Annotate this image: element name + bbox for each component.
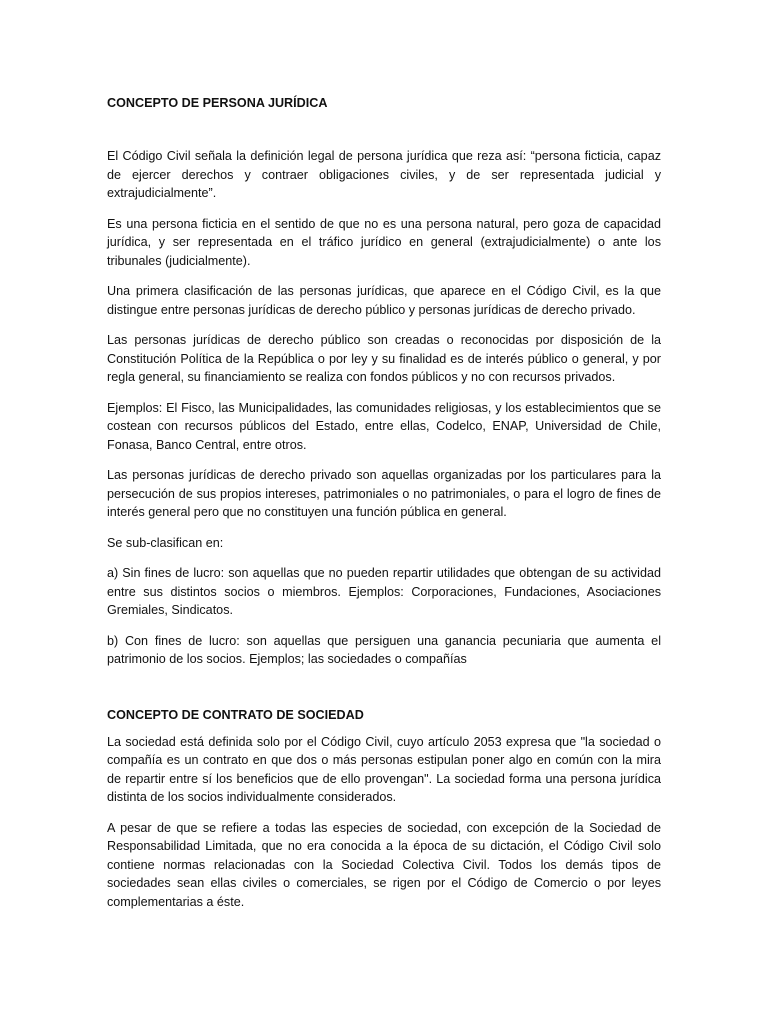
- subclass-item-con-fines-de-lucro: b) Con fines de lucro: son aquellas que persiguen una ganancia pecuniaria que aumenta el patrimonio de los socios. Ejemplos; las sociedades o compañías: [107, 633, 661, 666]
- paragraph-definicion-legal: El Código Civil señala la definición legal de persona jurídica que reza así: “persona ficticia, capaz de ejercer derechos y contraer obligaciones civiles, y de ser representada judicial y extrajudicialmente”.: [107, 149, 661, 200]
- paragraph-primera-clasificacion: Una primera clasificación de las personas jurídicas, que aparece en el Código Civil, es la que distingue entre personas jurídicas de derecho público y personas jurídicas de derecho privado.: [107, 284, 661, 317]
- paragraph-derecho-privado: Las personas jurídicas de derecho privado son aquellas organizadas por los particulares para la persecución de sus propios intereses, patrimoniales o no patrimoniales, o para el logro de fines de interés general pero que no constituyen una función pública en general.: [107, 468, 661, 519]
- section-title-persona-juridica: CONCEPTO DE PERSONA JURÍDICA: [107, 96, 328, 110]
- paragraph-persona-ficticia: Es una persona ficticia en el sentido de que no es una persona natural, pero goza de capacidad jurídica, y ser representada en el tráfico jurídico en general (extrajudicialmente) o ante los tribunales (judicialmente).: [107, 216, 661, 268]
- subclass-label: Se sub-clasifican en:: [107, 535, 224, 550]
- paragraph-sociedad-definicion: La sociedad está definida solo por el Código Civil, cuyo artículo 2053 expresa que "la sociedad o compañía es un contrato en que dos o más personas estipulan poner algo en común con la mira de repartir entre sí los beneficios que de ello provengan". La sociedad forma una persona jurídica distinta de los socios individualmente considerados.: [107, 734, 661, 804]
- paragraph-ejemplos-publico: Ejemplos: El Fisco, las Municipalidades, las comunidades religiosas, y los establecimientos que se costean con recursos públicos del Estado, entre ellas, Codelco, ENAP, Universidad de Chile, Fonasa, Banco Central, entre otros.: [107, 400, 661, 452]
- paragraph-sociedad-normas: A pesar de que se refiere a todas las especies de sociedad, con excepción de la Sociedad de Responsabilidad Limitada, que no era conocida a la época de su dictación, el Código Civil solo contiene normas relacionadas con la Sociedad Colectiva Civil. Todos los demás tipos de sociedades sean ellas civiles o comerciales, se rigen por el Código de Comercio o por leyes complementarias a éste.: [107, 820, 661, 909]
- subclass-item-sin-fines-de-lucro: a) Sin fines de lucro: son aquellas que no pueden repartir utilidades que obtengan de su actividad entre sus distintos socios o miembros. Ejemplos: Corporaciones, Fundaciones, Asociaciones Gremiales, Sindicatos.: [107, 566, 661, 617]
- section-title-contrato-sociedad: CONCEPTO DE CONTRATO DE SOCIEDAD: [107, 707, 364, 722]
- paragraph-derecho-publico: Las personas jurídicas de derecho público son creadas o reconocidas por disposición de la Constitución Política de la República o por ley y su finalidad es de interés público o general, y por regla general, su financiamiento se realiza con fondos públicos y no con recursos privados.: [107, 333, 661, 384]
